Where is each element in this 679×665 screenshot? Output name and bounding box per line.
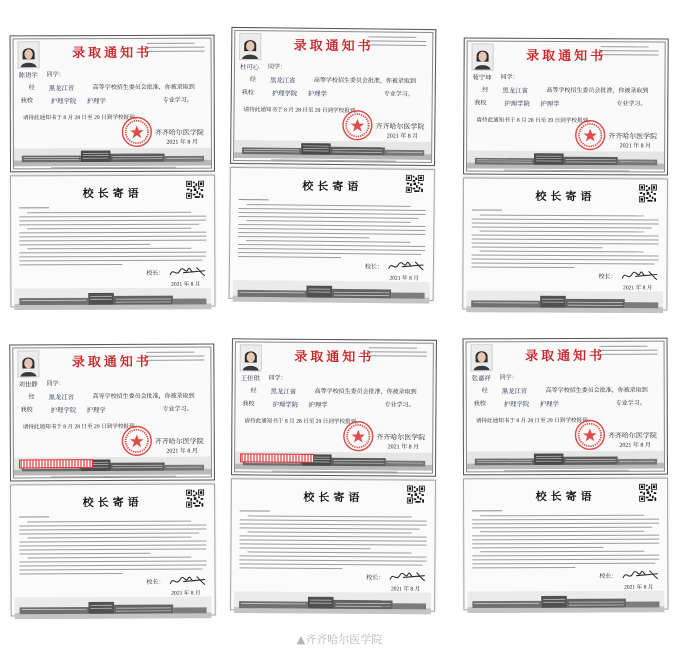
letter-text-line xyxy=(27,537,191,539)
notice-title: 录取通知书 xyxy=(525,347,606,364)
letter-text-line xyxy=(19,240,206,242)
report-instructions: 请持此通知书于 8 月 28 日至 29 日到学校报到。 xyxy=(22,423,141,431)
admission-notice-3 xyxy=(462,37,668,310)
major-field: 护理学 xyxy=(86,406,106,415)
study-label: 专业学习。 xyxy=(616,101,647,108)
letter-text-line xyxy=(19,545,206,547)
notice-title: 录取通知书 xyxy=(71,353,152,370)
letter-text-line xyxy=(19,220,206,222)
letter-text-line xyxy=(480,251,644,253)
letter-text-line xyxy=(19,232,206,234)
school-name: 齐齐哈尔医学院 xyxy=(376,433,426,442)
approval-text: 高等学校招生委员会批准，你被录取到 xyxy=(314,388,417,396)
greeting-line xyxy=(239,199,269,201)
letter-text-line xyxy=(240,543,427,546)
our-school-label: 我校 xyxy=(474,100,487,107)
college-field: 护理学院 xyxy=(504,99,530,108)
letter-text-line xyxy=(246,220,410,223)
president-label: 校长： xyxy=(599,573,618,580)
school-name: 齐齐哈尔医学院 xyxy=(154,128,204,137)
letter-text-line xyxy=(246,240,410,243)
letter-text-line xyxy=(19,216,206,218)
approval-text: 高等学校招生委员会批准，你被录取到 xyxy=(92,393,195,401)
notice-page xyxy=(230,27,436,166)
letter-text-line xyxy=(239,567,342,569)
letter-text-line xyxy=(472,247,603,249)
student-name: 陈语宇 xyxy=(18,71,38,80)
campus-photo-strip xyxy=(14,148,211,167)
letter-text-line xyxy=(238,248,425,251)
president-label: 校长： xyxy=(146,270,165,277)
province-field: 黑龙江省 xyxy=(48,84,75,93)
welcome-banner xyxy=(240,453,314,463)
president-signature xyxy=(387,259,425,273)
campus-building-image xyxy=(14,288,211,310)
letter-title: 校长寄语 xyxy=(303,491,364,505)
major-field: 护理学 xyxy=(86,97,106,106)
approval-text: 高等学校招生委员会批准，你被录取到 xyxy=(313,77,416,85)
president-signature xyxy=(168,574,206,588)
letter-text-line xyxy=(238,216,418,219)
classmate-label: 同学： xyxy=(500,74,519,81)
notice-date: 2021 年 8 月 xyxy=(619,143,652,150)
notice-title: 录取通知书 xyxy=(294,348,375,365)
president-letter-page xyxy=(463,478,668,611)
campus-photo-strip-bottom xyxy=(233,280,430,298)
letter-text-line xyxy=(238,252,421,255)
letter-text-line xyxy=(27,521,191,523)
letter-text-line xyxy=(240,527,420,530)
letter-body xyxy=(19,521,206,578)
notice-title: 录取通知书 xyxy=(293,37,374,54)
signature-image xyxy=(621,568,659,582)
letter-text-line xyxy=(472,543,659,545)
approval-text: 高等学校招生委员会批准，你被录取到 xyxy=(92,84,195,92)
signature-image xyxy=(168,265,206,279)
school-seal-image xyxy=(121,425,153,457)
letter-text-line xyxy=(480,231,644,233)
notice-page xyxy=(463,338,668,476)
school-seal-icon xyxy=(341,109,373,141)
report-instructions: 请持此通知书于 8 月 28 日至 29 日到学校报到。 xyxy=(476,117,594,125)
letter-date: 2021 年 8 月 xyxy=(390,586,421,593)
letter-text-line xyxy=(472,535,659,537)
letter-text-line xyxy=(248,531,412,534)
letter-text-line xyxy=(238,236,369,239)
study-label: 专业学习。 xyxy=(384,402,415,409)
letter-text-line xyxy=(472,527,652,529)
president-label: 校长： xyxy=(146,579,165,586)
letter-text-line xyxy=(238,232,425,235)
letter-text-line xyxy=(239,208,426,211)
notice-title: 录取通知书 xyxy=(526,47,607,64)
campus-photo-strip-bottom xyxy=(466,290,663,307)
our-school-label: 我校 xyxy=(242,401,255,408)
letter-text-line xyxy=(472,263,655,265)
letter-text-line xyxy=(239,563,422,566)
president-letter-page xyxy=(10,483,216,616)
college-field: 护理学院 xyxy=(50,406,77,415)
president-signature xyxy=(168,265,206,279)
letter-text-line xyxy=(472,227,652,229)
student-name: 杜可心 xyxy=(239,63,260,72)
major-field: 护理学 xyxy=(540,99,560,108)
letter-text-line xyxy=(19,541,206,543)
greeting-line xyxy=(19,516,49,518)
letter-body xyxy=(472,515,659,572)
notice-page xyxy=(463,37,669,175)
letter-text-line xyxy=(27,557,191,559)
letter-text-line xyxy=(19,569,202,571)
notice-title: 录取通知书 xyxy=(72,44,153,61)
letter-text-line xyxy=(240,535,427,538)
letter-text-line xyxy=(472,219,659,221)
notice-date: 2021 年 8 月 xyxy=(619,442,651,449)
letter-text-line xyxy=(480,531,644,533)
campus-building-image xyxy=(15,596,212,619)
signature-image xyxy=(388,569,426,583)
campus-photo-strip-bottom xyxy=(15,596,212,613)
letter-text-line xyxy=(472,243,659,245)
president-signature xyxy=(620,268,658,282)
province-field: 黑龙江省 xyxy=(48,393,75,402)
notice-date: 2021 年 8 月 xyxy=(387,444,420,451)
letter-text-line xyxy=(19,264,122,266)
letter-body xyxy=(19,212,206,269)
notice-date: 2021 年 8 月 xyxy=(166,448,198,455)
letter-text-line xyxy=(480,215,644,217)
photo-caption-line xyxy=(271,159,396,162)
report-instructions: 请持此通知书于 8 月 28 日至 29 日到学校报到。 xyxy=(22,114,141,122)
campus-building-image xyxy=(234,140,431,160)
campus-photo-strip xyxy=(467,150,664,169)
president-signature xyxy=(388,569,426,583)
letter-text-line xyxy=(472,523,659,525)
letter-text-line xyxy=(480,515,644,517)
report-instructions: 请持此通知书于 8 月 28 日至 29 日到学校报到。 xyxy=(244,418,362,426)
letter-text-line xyxy=(19,553,150,555)
president-letter-page xyxy=(229,167,435,301)
major-field: 护理学 xyxy=(308,400,328,409)
president-label: 校长： xyxy=(598,274,617,281)
campus-photo-strip-bottom xyxy=(467,591,664,608)
school-seal-image xyxy=(574,419,606,451)
campus-building-image xyxy=(234,591,431,614)
letter-title: 校长寄语 xyxy=(535,490,596,504)
classmate-label: 同学： xyxy=(499,375,518,382)
student-name: 刘佳静 xyxy=(18,380,38,389)
campus-building-image xyxy=(467,591,664,613)
via-label: 经 xyxy=(28,85,35,92)
photo-caption-line xyxy=(504,470,629,472)
our-school-label: 我校 xyxy=(241,90,254,97)
letter-text-line xyxy=(19,236,206,238)
school-seal-image xyxy=(121,116,153,148)
letter-text-line xyxy=(472,519,659,521)
photo-caption-line xyxy=(51,167,176,169)
student-name: 张嘉祥 xyxy=(471,374,491,383)
president-label: 校长： xyxy=(364,264,383,271)
letter-title: 校长寄语 xyxy=(82,187,143,201)
letter-text-line xyxy=(238,224,425,227)
college-field: 护理学院 xyxy=(503,400,530,409)
study-label: 专业学习。 xyxy=(383,91,414,98)
student-name: 荀宁坤 xyxy=(472,73,492,82)
our-school-label: 我校 xyxy=(473,401,486,408)
campus-building-image xyxy=(467,150,664,169)
letter-text-line xyxy=(19,260,202,262)
letter-text-line xyxy=(240,523,427,526)
signature-image xyxy=(387,259,425,273)
letter-date: 2021 年 8 月 xyxy=(171,590,201,597)
report-instructions: 请持此通知书于 8 月 28 日至 29 日到学校报到。 xyxy=(475,417,594,425)
letter-text-line xyxy=(247,551,411,554)
letter-text-line xyxy=(240,539,427,542)
photo-caption-line xyxy=(51,476,176,478)
campus-building-image xyxy=(14,148,211,167)
letter-text-line xyxy=(19,561,206,563)
school-seal-image xyxy=(342,420,374,452)
photo-caption-line xyxy=(272,471,397,473)
letter-title: 校长寄语 xyxy=(535,190,596,204)
our-school-label: 我校 xyxy=(20,407,33,414)
campus-photo-strip xyxy=(467,451,664,470)
letter-text-line xyxy=(238,256,341,258)
welcome-banner xyxy=(19,459,93,468)
president-letter-page xyxy=(462,177,668,310)
letter-title: 校长寄语 xyxy=(82,496,143,510)
letter-text-line xyxy=(472,539,659,541)
via-label: 经 xyxy=(482,87,489,94)
admission-notice-6 xyxy=(463,338,669,611)
school-seal-icon xyxy=(121,425,153,457)
letter-text-line xyxy=(472,235,659,237)
letter-text-line xyxy=(472,555,659,557)
greeting-line xyxy=(472,510,502,511)
letter-text-line xyxy=(472,559,659,561)
letter-text-line xyxy=(27,212,191,214)
school-name: 齐齐哈尔医学院 xyxy=(375,122,425,131)
campus-building-image xyxy=(467,451,664,470)
letter-text-line xyxy=(19,252,206,254)
school-name: 齐齐哈尔医学院 xyxy=(154,437,204,446)
letter-text-line xyxy=(19,573,122,575)
letter-text-line xyxy=(239,559,426,562)
letter-text-line xyxy=(19,224,199,226)
admission-notice-2 xyxy=(229,27,437,301)
letter-text-line xyxy=(19,533,199,535)
letter-text-line xyxy=(238,212,425,215)
notice-date: 2021 年 8 月 xyxy=(166,139,198,146)
school-seal-image xyxy=(341,109,373,141)
letter-title: 校长寄语 xyxy=(302,180,363,194)
letter-body xyxy=(471,215,658,272)
school-name: 齐齐哈尔医学院 xyxy=(608,132,658,141)
letter-text-line xyxy=(19,256,206,258)
province-field: 黑龙江省 xyxy=(502,86,529,95)
letter-date: 2021 年 8 月 xyxy=(389,275,419,282)
letter-text-line xyxy=(240,519,427,522)
classmate-label: 同学： xyxy=(46,72,65,79)
campus-building-image xyxy=(233,280,430,304)
classmate-label: 同学： xyxy=(268,375,287,382)
province-field: 黑龙江省 xyxy=(501,387,528,396)
via-label: 经 xyxy=(249,77,256,84)
school-seal-icon xyxy=(574,419,606,451)
province-field: 黑龙江省 xyxy=(270,387,297,396)
president-letter-page xyxy=(10,175,215,308)
letter-text-line xyxy=(472,259,659,261)
letter-text-line xyxy=(27,248,191,250)
letter-text-line xyxy=(480,551,644,553)
letter-text-line xyxy=(472,267,575,269)
campus-photo-strip xyxy=(234,140,431,160)
letter-text-line xyxy=(472,547,603,549)
admission-notice-5 xyxy=(230,338,437,611)
report-instructions: 请持此通知书于 8 月 28 日至 29 日到学校报到。 xyxy=(243,107,362,115)
study-label: 专业学习。 xyxy=(162,97,193,104)
letter-text-line xyxy=(19,549,206,551)
study-label: 专业学习。 xyxy=(615,400,646,407)
letter-text-line xyxy=(238,244,425,247)
admission-notice-4 xyxy=(9,343,215,616)
via-label: 经 xyxy=(250,388,257,395)
letter-text-line xyxy=(19,529,206,531)
greeting-line xyxy=(19,207,49,208)
president-label: 校长： xyxy=(366,575,385,582)
admission-notice-1 xyxy=(10,35,216,308)
campus-photo-strip-bottom xyxy=(234,591,431,608)
study-label: 专业学习。 xyxy=(162,406,193,413)
letter-text-line xyxy=(248,515,412,518)
school-seal-image xyxy=(574,119,606,151)
letter-date: 2021 年 8 月 xyxy=(624,584,654,591)
letter-text-line xyxy=(247,204,411,207)
letter-text-line xyxy=(19,565,206,567)
school-seal-icon xyxy=(574,119,606,151)
signature-image xyxy=(620,268,658,282)
letter-text-line xyxy=(239,547,370,549)
classmate-label: 同学： xyxy=(267,64,287,71)
signature-image xyxy=(168,574,206,588)
major-field: 护理学 xyxy=(539,400,559,409)
letter-date: 2021 年 8 月 xyxy=(623,285,653,292)
letter-body xyxy=(239,515,426,572)
letter-text-line xyxy=(472,563,655,565)
student-name: 王佳琪 xyxy=(240,374,260,383)
image-caption: ▲齐齐哈尔医学院 xyxy=(296,633,383,646)
college-field: 护理学院 xyxy=(271,89,298,98)
major-field: 护理学 xyxy=(307,89,327,98)
approval-text: 高等学校招生委员会批准，你被录取到 xyxy=(545,387,648,395)
letter-text-line xyxy=(239,555,426,558)
college-field: 护理学院 xyxy=(50,97,77,106)
notice-page xyxy=(10,35,215,173)
school-seal-icon xyxy=(121,116,153,148)
letter-text-line xyxy=(472,223,659,225)
school-seal-icon xyxy=(342,420,374,452)
our-school-label: 我校 xyxy=(20,98,33,105)
letter-date: 2021 年 8 月 xyxy=(171,281,201,288)
campus-photo-strip-bottom xyxy=(14,288,211,305)
greeting-line xyxy=(240,510,270,512)
letter-text-line xyxy=(472,239,659,241)
classmate-label: 同学： xyxy=(46,381,65,388)
letter-body xyxy=(238,204,426,262)
notice-page xyxy=(9,343,215,481)
province-field: 黑龙江省 xyxy=(269,76,296,85)
notice-page xyxy=(231,338,437,476)
campus-building-image xyxy=(466,290,663,313)
letter-text-line xyxy=(19,244,150,246)
letter-text-line xyxy=(19,525,206,527)
via-label: 经 xyxy=(481,388,488,395)
president-letter-page xyxy=(230,478,436,611)
approval-text: 高等学校招生委员会批准，你被录取到 xyxy=(546,87,649,95)
notice-date: 2021 年 8 月 xyxy=(386,133,419,140)
school-name: 齐齐哈尔医学院 xyxy=(607,431,657,440)
letter-text-line xyxy=(238,228,425,231)
letter-text-line xyxy=(472,255,659,257)
greeting-line xyxy=(472,210,502,212)
letter-text-line xyxy=(27,228,191,230)
photo-caption-line xyxy=(504,170,629,172)
college-field: 护理学院 xyxy=(272,400,299,409)
letter-text-line xyxy=(472,567,575,569)
president-signature xyxy=(621,568,659,582)
via-label: 经 xyxy=(28,394,35,401)
